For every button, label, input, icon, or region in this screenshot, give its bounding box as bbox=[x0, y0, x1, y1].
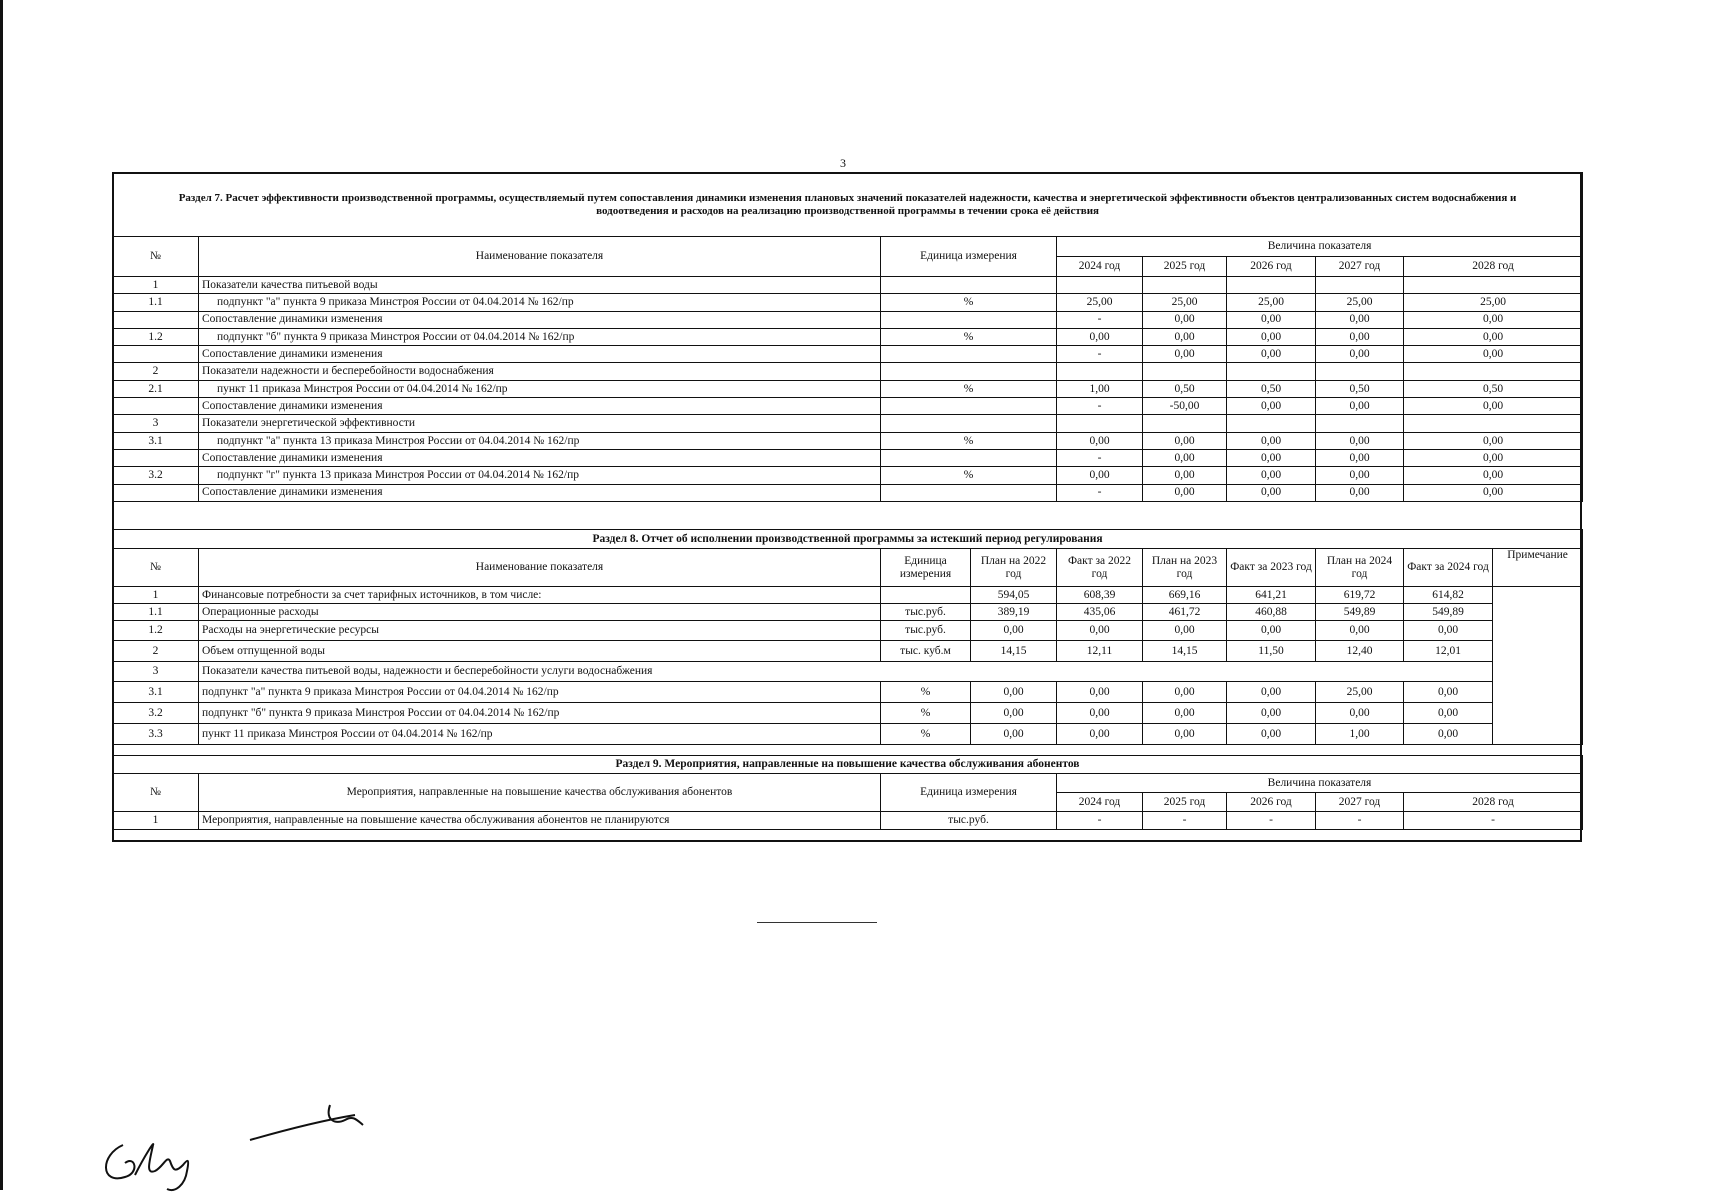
value-cell: 0,00 bbox=[971, 703, 1057, 724]
value-cell: - bbox=[1227, 812, 1316, 830]
table-row bbox=[113, 380, 1583, 397]
value-cell: 669,16 bbox=[1143, 587, 1227, 604]
value-cell: 0,00 bbox=[1404, 703, 1493, 724]
value-cell: 0,50 bbox=[1316, 380, 1404, 397]
indicator-name: пункт 11 приказа Минстроя России от 04.04.2014 № 162/пр bbox=[199, 724, 881, 745]
value-cell bbox=[1316, 415, 1404, 432]
value-cell: 0,00 bbox=[1316, 449, 1404, 466]
value-cell bbox=[1057, 277, 1143, 294]
unit-cell: тыс. куб.м bbox=[881, 641, 971, 662]
year-header: 2024 год bbox=[1057, 793, 1143, 812]
col-value-header: Величина показателя bbox=[1057, 237, 1583, 257]
col-name-header: Мероприятия, направленные на повышение качества обслуживания абонентов bbox=[199, 774, 881, 812]
row-number: 1.1 bbox=[113, 604, 199, 621]
value-cell: 0,50 bbox=[1404, 380, 1583, 397]
value-cell: 0,00 bbox=[1057, 621, 1143, 641]
col-unit-header: Единица измерения bbox=[881, 774, 1057, 812]
row-number: 3.2 bbox=[113, 703, 199, 724]
value-cell: 12,11 bbox=[1057, 641, 1143, 662]
row-number: 2 bbox=[113, 641, 199, 662]
row-number: 3 bbox=[113, 662, 199, 682]
value-cell bbox=[1227, 277, 1316, 294]
note-header: Примечание bbox=[1493, 549, 1583, 587]
value-cell: 0,00 bbox=[1143, 467, 1227, 484]
year-header: 2027 год bbox=[1316, 793, 1404, 812]
value-cell: - bbox=[1057, 812, 1143, 830]
value-cell: 0,00 bbox=[1316, 467, 1404, 484]
value-cell: 0,00 bbox=[1057, 724, 1143, 745]
value-cell bbox=[1143, 363, 1227, 380]
value-cell bbox=[1143, 415, 1227, 432]
value-cell: 0,00 bbox=[1227, 311, 1316, 328]
value-cell bbox=[1404, 277, 1583, 294]
row-number bbox=[113, 311, 199, 328]
value-cell: 0,00 bbox=[1143, 724, 1227, 745]
value-cell: 460,88 bbox=[1227, 604, 1316, 621]
period-header: Факт за 2022 год bbox=[1057, 549, 1143, 587]
note-cell bbox=[1493, 587, 1583, 745]
table-row bbox=[113, 363, 1583, 380]
value-cell: 14,15 bbox=[971, 641, 1057, 662]
value-cell: 0,00 bbox=[1143, 432, 1227, 449]
indicator-name: Расходы на энергетические ресурсы bbox=[199, 621, 881, 641]
value-cell: 0,50 bbox=[1143, 380, 1227, 397]
value-cell: 0,00 bbox=[1404, 467, 1583, 484]
table-row bbox=[113, 641, 1583, 662]
unit-cell bbox=[881, 277, 1057, 294]
table-row bbox=[113, 311, 1583, 328]
unit-cell bbox=[881, 587, 971, 604]
value-cell: 0,00 bbox=[1227, 328, 1316, 345]
section7-table bbox=[112, 172, 1583, 502]
value-cell: 0,00 bbox=[1404, 484, 1583, 501]
col-no-header: № bbox=[113, 237, 199, 277]
row-number bbox=[113, 398, 199, 415]
indicator-name: Сопоставление динамики изменения bbox=[199, 398, 881, 415]
table-row bbox=[113, 277, 1583, 294]
value-cell bbox=[1057, 363, 1143, 380]
row-number: 1 bbox=[113, 812, 199, 830]
value-cell: 0,00 bbox=[1316, 311, 1404, 328]
value-cell bbox=[1404, 415, 1583, 432]
indicator-name: Сопоставление динамики изменения bbox=[199, 346, 881, 363]
row-number: 3.1 bbox=[113, 682, 199, 703]
unit-cell: % bbox=[881, 294, 1057, 311]
value-cell: 0,00 bbox=[1316, 484, 1404, 501]
section8-table bbox=[112, 529, 1583, 745]
value-cell: 461,72 bbox=[1143, 604, 1227, 621]
value-cell: 0,00 bbox=[1316, 398, 1404, 415]
col-name-header: Наименование показателя bbox=[199, 237, 881, 277]
value-cell: 0,00 bbox=[1404, 724, 1493, 745]
value-cell: 1,00 bbox=[1057, 380, 1143, 397]
table-row bbox=[113, 467, 1583, 484]
value-cell: 0,00 bbox=[1227, 432, 1316, 449]
year-header: 2028 год bbox=[1404, 257, 1583, 277]
unit-cell: % bbox=[881, 682, 971, 703]
value-cell: 0,00 bbox=[1227, 724, 1316, 745]
value-cell: - bbox=[1057, 346, 1143, 363]
value-cell: 0,00 bbox=[1057, 432, 1143, 449]
value-cell: 0,00 bbox=[1404, 682, 1493, 703]
signature-image bbox=[95, 1085, 395, 1195]
indicator-name: Объем отпущенной воды bbox=[199, 641, 881, 662]
value-cell: 25,00 bbox=[1316, 294, 1404, 311]
value-cell: - bbox=[1316, 812, 1404, 830]
value-cell: 1,00 bbox=[1316, 724, 1404, 745]
value-cell: 0,00 bbox=[1404, 328, 1583, 345]
value-cell: - bbox=[1057, 311, 1143, 328]
unit-cell: % bbox=[881, 380, 1057, 397]
value-cell: 0,00 bbox=[1316, 703, 1404, 724]
col-unit-header: Единица измерения bbox=[881, 549, 971, 587]
value-cell: 25,00 bbox=[1404, 294, 1583, 311]
period-header: Факт за 2024 год bbox=[1404, 549, 1493, 587]
unit-cell: тыс.руб. bbox=[881, 621, 971, 641]
year-header: 2028 год bbox=[1404, 793, 1583, 812]
value-cell: 0,00 bbox=[1227, 621, 1316, 641]
value-cell: 435,06 bbox=[1057, 604, 1143, 621]
value-cell: 0,00 bbox=[1057, 703, 1143, 724]
value-cell: 549,89 bbox=[1404, 604, 1493, 621]
value-cell: 549,89 bbox=[1316, 604, 1404, 621]
table-row bbox=[113, 398, 1583, 415]
value-cell: 25,00 bbox=[1227, 294, 1316, 311]
value-cell bbox=[1227, 415, 1316, 432]
unit-cell bbox=[881, 363, 1057, 380]
col-value-header: Величина показателя bbox=[1057, 774, 1583, 793]
period-header: План на 2023 год bbox=[1143, 549, 1227, 587]
value-cell: 12,01 bbox=[1404, 641, 1493, 662]
row-number bbox=[113, 484, 199, 501]
value-cell: -50,00 bbox=[1143, 398, 1227, 415]
period-header: План на 2022 год bbox=[971, 549, 1057, 587]
value-cell: 619,72 bbox=[1316, 587, 1404, 604]
indicator-name: подпункт "а" пункта 9 приказа Минстроя России от 04.04.2014 № 162/пр bbox=[199, 682, 881, 703]
value-cell: 0,00 bbox=[1404, 432, 1583, 449]
value-cell: 614,82 bbox=[1404, 587, 1493, 604]
value-cell: 0,00 bbox=[1143, 449, 1227, 466]
value-cell: 0,00 bbox=[1227, 398, 1316, 415]
scan-left-edge bbox=[0, 0, 3, 1190]
unit-cell: % bbox=[881, 467, 1057, 484]
unit-cell: % bbox=[881, 328, 1057, 345]
section8-title: Раздел 8. Отчет об исполнении производственной программы за истекший период регулирования bbox=[113, 530, 1583, 549]
table-row bbox=[113, 662, 1583, 682]
value-cell bbox=[1404, 363, 1583, 380]
value-cell: 25,00 bbox=[1057, 294, 1143, 311]
row-number: 1.2 bbox=[113, 621, 199, 641]
indicator-name: подпункт "б" пункта 9 приказа Минстроя России от 04.04.2014 № 162/пр bbox=[199, 328, 881, 345]
table-row bbox=[113, 621, 1583, 641]
unit-cell bbox=[881, 311, 1057, 328]
value-cell: 0,00 bbox=[971, 724, 1057, 745]
value-cell: 641,21 bbox=[1227, 587, 1316, 604]
value-cell: 0,00 bbox=[1057, 682, 1143, 703]
col-name-header: Наименование показателя bbox=[199, 549, 881, 587]
col-no-header: № bbox=[113, 549, 199, 587]
indicator-name: Финансовые потребности за счет тарифных источников, в том числе: bbox=[199, 587, 881, 604]
row-number: 3.1 bbox=[113, 432, 199, 449]
row-number: 1.2 bbox=[113, 328, 199, 345]
value-cell: - bbox=[1057, 484, 1143, 501]
value-cell: 0,00 bbox=[1227, 703, 1316, 724]
value-cell bbox=[1227, 363, 1316, 380]
value-cell: 0,00 bbox=[1316, 621, 1404, 641]
table-row bbox=[113, 432, 1583, 449]
unit-cell: тыс.руб. bbox=[881, 604, 971, 621]
value-cell: 25,00 bbox=[1316, 682, 1404, 703]
value-cell: 594,05 bbox=[971, 587, 1057, 604]
value-cell: 0,00 bbox=[971, 682, 1057, 703]
indicator-name: подпункт "а" пункта 9 приказа Минстроя России от 04.04.2014 № 162/пр bbox=[199, 294, 881, 311]
indicator-name: подпункт "а" пункта 13 приказа Минстроя России от 04.04.2014 № 162/пр bbox=[199, 432, 881, 449]
table-row bbox=[113, 604, 1583, 621]
indicator-name: Операционные расходы bbox=[199, 604, 881, 621]
row-number: 2.1 bbox=[113, 380, 199, 397]
value-cell: 0,00 bbox=[1057, 328, 1143, 345]
value-cell bbox=[1057, 415, 1143, 432]
row-number: 1 bbox=[113, 277, 199, 294]
value-cell: 0,00 bbox=[971, 621, 1057, 641]
indicator-name: Показатели энергетической эффективности bbox=[199, 415, 881, 432]
value-cell: 0,00 bbox=[1227, 682, 1316, 703]
unit-cell bbox=[881, 449, 1057, 466]
unit-cell: % bbox=[881, 724, 971, 745]
section9-title: Раздел 9. Мероприятия, направленные на повышение качества обслуживания абонентов bbox=[113, 756, 1583, 774]
unit-cell: % bbox=[881, 703, 971, 724]
value-cell: - bbox=[1057, 449, 1143, 466]
row-number: 1 bbox=[113, 587, 199, 604]
year-header: 2024 год bbox=[1057, 257, 1143, 277]
table-row bbox=[113, 449, 1583, 466]
value-cell: 0,00 bbox=[1227, 484, 1316, 501]
indicator-name: подпункт "б" пункта 9 приказа Минстроя России от 04.04.2014 № 162/пр bbox=[199, 703, 881, 724]
row-number: 2 bbox=[113, 363, 199, 380]
indicator-name: Сопоставление динамики изменения bbox=[199, 311, 881, 328]
value-cell: 0,00 bbox=[1143, 311, 1227, 328]
value-cell: 0,00 bbox=[1143, 328, 1227, 345]
year-header: 2026 год bbox=[1227, 257, 1316, 277]
table-row bbox=[113, 682, 1583, 703]
value-cell: 0,00 bbox=[1143, 484, 1227, 501]
table-row bbox=[113, 328, 1583, 345]
period-header: Факт за 2023 год bbox=[1227, 549, 1316, 587]
value-cell: 0,00 bbox=[1316, 432, 1404, 449]
year-header: 2025 год bbox=[1143, 793, 1227, 812]
value-cell: 0,00 bbox=[1143, 346, 1227, 363]
unit-cell bbox=[881, 398, 1057, 415]
value-cell: 0,00 bbox=[1143, 621, 1227, 641]
unit-cell bbox=[881, 346, 1057, 363]
value-cell: 0,00 bbox=[1057, 467, 1143, 484]
value-cell: 0,00 bbox=[1227, 467, 1316, 484]
indicator-name: Показатели качества питьевой воды bbox=[199, 277, 881, 294]
table-row bbox=[113, 587, 1583, 604]
end-line bbox=[757, 922, 877, 923]
value-cell: - bbox=[1143, 812, 1227, 830]
value-cell: 14,15 bbox=[1143, 641, 1227, 662]
value-cell: 0,00 bbox=[1404, 449, 1583, 466]
col-unit-header: Единица измерения bbox=[881, 237, 1057, 277]
row-number: 3.3 bbox=[113, 724, 199, 745]
indicator-name: Показатели качества питьевой воды, надежности и бесперебойности услуги водоснабжения bbox=[199, 662, 1493, 682]
value-cell bbox=[1316, 363, 1404, 380]
value-cell: 0,00 bbox=[1227, 346, 1316, 363]
value-cell: 0,00 bbox=[1316, 328, 1404, 345]
table-row bbox=[113, 724, 1583, 745]
table-row bbox=[113, 294, 1583, 311]
value-cell bbox=[1143, 277, 1227, 294]
row-number: 3.2 bbox=[113, 467, 199, 484]
table-row bbox=[113, 346, 1583, 363]
value-cell: 11,50 bbox=[1227, 641, 1316, 662]
value-cell: 0,50 bbox=[1227, 380, 1316, 397]
period-header: План на 2024 год bbox=[1316, 549, 1404, 587]
unit-cell: тыс.руб. bbox=[881, 812, 1057, 830]
table-row bbox=[113, 484, 1583, 501]
year-header: 2025 год bbox=[1143, 257, 1227, 277]
value-cell: 0,00 bbox=[1404, 311, 1583, 328]
indicator-name: Сопоставление динамики изменения bbox=[199, 449, 881, 466]
indicator-name: Показатели надежности и бесперебойности водоснабжения bbox=[199, 363, 881, 380]
year-header: 2026 год bbox=[1227, 793, 1316, 812]
indicator-name: подпункт "г" пункта 13 приказа Минстроя России от 04.04.2014 № 162/пр bbox=[199, 467, 881, 484]
value-cell: 0,00 bbox=[1404, 621, 1493, 641]
value-cell: 0,00 bbox=[1227, 449, 1316, 466]
row-number bbox=[113, 449, 199, 466]
unit-cell bbox=[881, 484, 1057, 501]
row-number bbox=[113, 346, 199, 363]
row-number: 1.1 bbox=[113, 294, 199, 311]
value-cell: 0,00 bbox=[1316, 346, 1404, 363]
section9-table bbox=[112, 755, 1583, 830]
value-cell: 0,00 bbox=[1143, 703, 1227, 724]
measure-name: Мероприятия, направленные на повышение качества обслуживания абонентов не планируются bbox=[199, 812, 881, 830]
row-number: 3 bbox=[113, 415, 199, 432]
unit-cell: % bbox=[881, 432, 1057, 449]
table-row bbox=[113, 703, 1583, 724]
value-cell: 0,00 bbox=[1143, 682, 1227, 703]
year-header: 2027 год bbox=[1316, 257, 1404, 277]
indicator-name: Сопоставление динамики изменения bbox=[199, 484, 881, 501]
value-cell: 0,00 bbox=[1404, 398, 1583, 415]
table-row bbox=[113, 415, 1583, 432]
value-cell: 389,19 bbox=[971, 604, 1057, 621]
indicator-name: пункт 11 приказа Минстроя России от 04.04.2014 № 162/пр bbox=[199, 380, 881, 397]
value-cell: - bbox=[1057, 398, 1143, 415]
value-cell: 608,39 bbox=[1057, 587, 1143, 604]
col-no-header: № bbox=[113, 774, 199, 812]
value-cell: 12,40 bbox=[1316, 641, 1404, 662]
value-cell bbox=[1316, 277, 1404, 294]
unit-cell bbox=[881, 415, 1057, 432]
section7-title: Раздел 7. Расчет эффективности производственной программы, осуществляемый путем сопоставления динамики изменения плановых значений показателей надежности, качества и энергетической эффективности объектов централизованных систем водоснабжения и водоотведения и расходов на реализацию производственной программы в течении срока её действия bbox=[113, 173, 1583, 237]
value-cell: - bbox=[1404, 812, 1583, 830]
value-cell: 25,00 bbox=[1143, 294, 1227, 311]
page-number: 3 bbox=[840, 156, 846, 170]
value-cell: 0,00 bbox=[1404, 346, 1583, 363]
table-row bbox=[113, 812, 1583, 830]
